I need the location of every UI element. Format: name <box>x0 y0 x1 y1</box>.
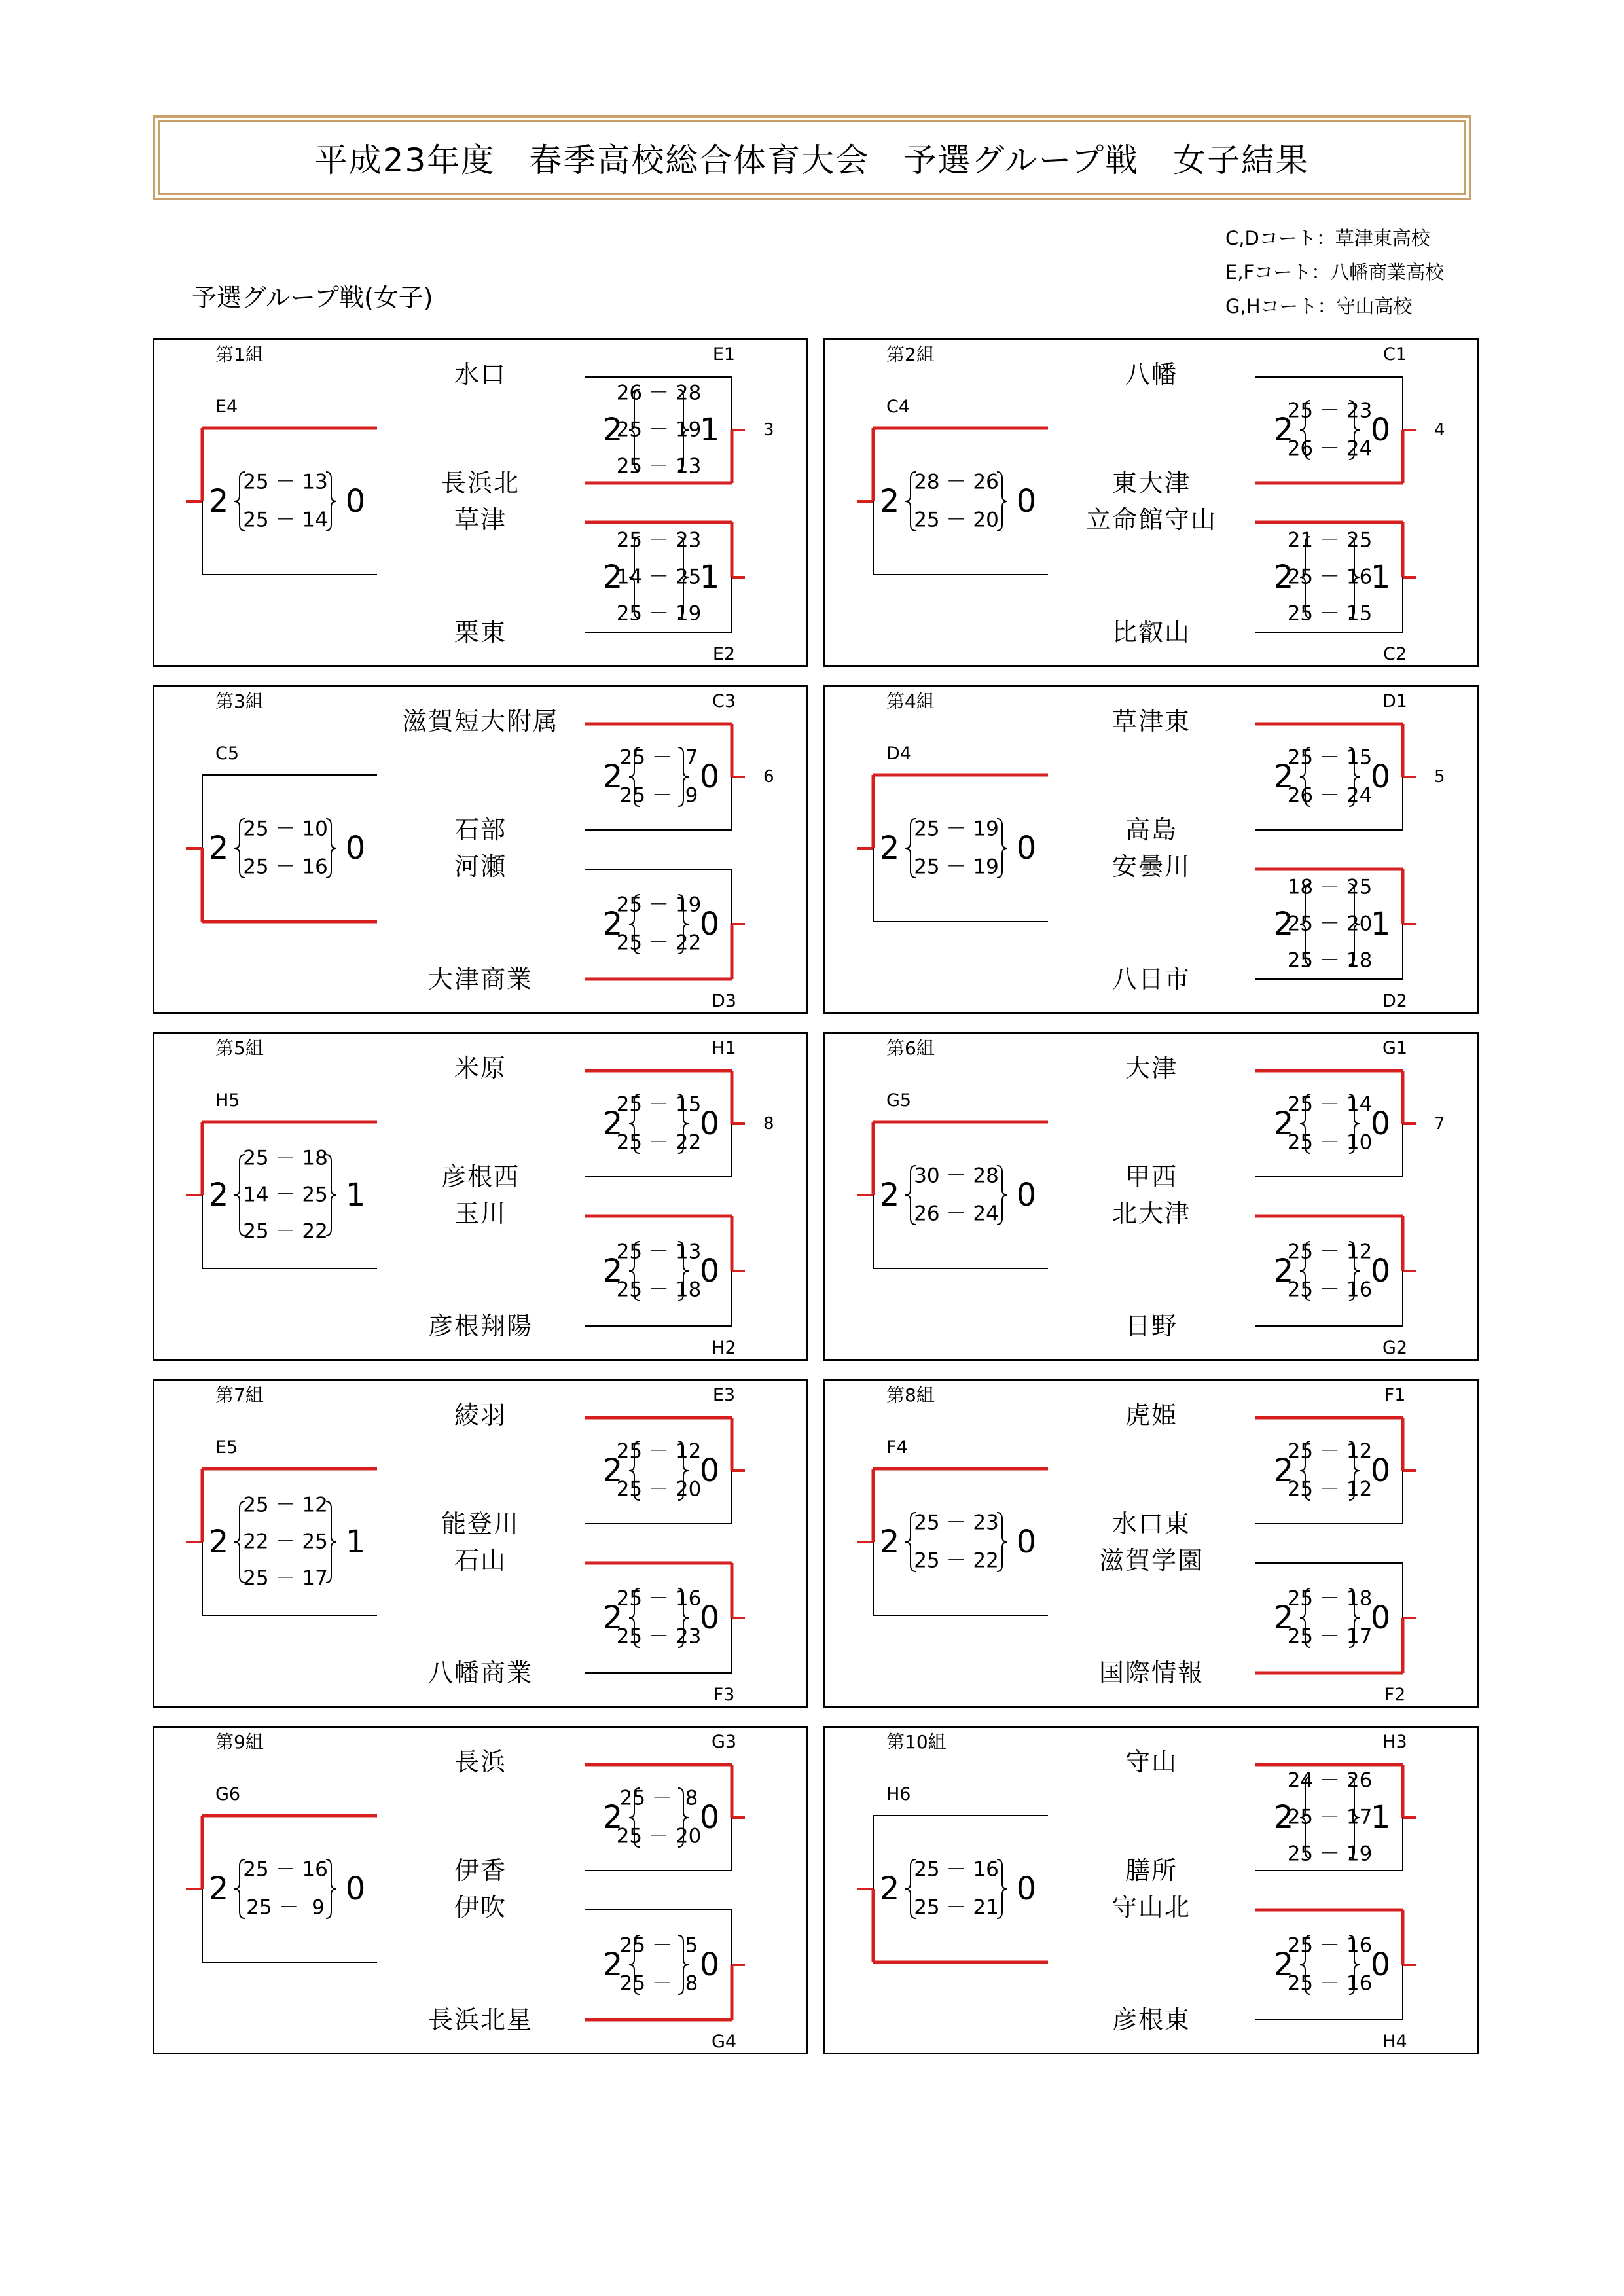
top_match-left-score: 2 <box>1273 412 1294 448</box>
group-name: 第5組 <box>215 1037 264 1059</box>
top_match-set-score: 24 － 26 <box>1287 1768 1373 1793</box>
bottom_match-set-score: 25 － 16 <box>1287 565 1373 589</box>
top_match-left-score: 2 <box>1273 759 1294 795</box>
left_match-right-score: 0 <box>1016 1177 1037 1213</box>
title-box <box>153 115 1471 200</box>
left_match-set-score: 28 － 26 <box>914 470 999 494</box>
team-name-top: 水口 <box>454 360 507 389</box>
top_match-right-score: 0 <box>699 1105 720 1142</box>
group-name: 第1組 <box>215 344 264 365</box>
bottom_match-set-score: 25 － 5 <box>619 1933 698 1958</box>
bottom_match-set-score: 25 － 18 <box>1287 1587 1373 1611</box>
bottom_match-right-score: 1 <box>1370 906 1391 942</box>
team-name-mid2: 安曇川 <box>1111 852 1191 881</box>
group-box <box>153 338 808 667</box>
top_match-set-score: 26 － 24 <box>1287 783 1373 808</box>
bottom_match-set-score: 18 － 25 <box>1287 875 1373 899</box>
bottom_match-right-score: 0 <box>1370 1946 1391 1983</box>
top_match-set-score: 25 － 12 <box>1287 1477 1373 1501</box>
top_match-set-score: 25 － 23 <box>1287 399 1373 423</box>
top_match-set-score: 25 － 19 <box>616 418 702 442</box>
page-title: 平成23年度 春季高校総合体育大会 予選グループ戦 女子結果 <box>314 141 1310 179</box>
left_match-right-score: 1 <box>345 1177 366 1213</box>
left_match-set-score: 25 － 9 <box>246 1895 325 1920</box>
bottom_match-set-score: 25 － 19 <box>616 893 702 917</box>
left_match-set-score: 30 － 28 <box>914 1164 999 1188</box>
group-rank: 5 <box>1434 767 1445 787</box>
left_match-set-score: 25 － 20 <box>914 508 999 532</box>
top_match-right-score: 0 <box>1370 412 1391 448</box>
position-label-bottom: D2 <box>1382 991 1407 1011</box>
team-name-bottom: 国際情報 <box>1098 1659 1204 1687</box>
team-name-mid1: 高島 <box>1125 816 1178 844</box>
top_match-left-score: 2 <box>602 412 623 448</box>
bottom_match-set-score: 25 － 16 <box>1287 1933 1373 1958</box>
top_match-right-score: 0 <box>1370 1452 1391 1489</box>
left_match-left-score: 2 <box>208 1177 229 1213</box>
left_match-set-score: 25 － 16 <box>914 1857 999 1882</box>
position-label-bottom: G2 <box>1382 1338 1408 1358</box>
left_match-set-score: 25 － 16 <box>243 1857 328 1882</box>
team-name-mid2: 玉川 <box>454 1199 507 1228</box>
team-name-top: 守山 <box>1125 1748 1178 1776</box>
team-name-top: 大津 <box>1125 1054 1178 1083</box>
position-label-left: E4 <box>215 397 238 417</box>
bottom_match-right-score: 0 <box>699 1946 720 1983</box>
left_match-right-score: 0 <box>345 1871 366 1907</box>
top_match-right-score: 1 <box>699 412 720 448</box>
top_match-right-score: 0 <box>1370 759 1391 795</box>
team-name-mid2: 滋賀学園 <box>1098 1546 1204 1575</box>
position-label-bottom: F2 <box>1384 1685 1406 1705</box>
team-name-mid1: 彦根西 <box>441 1162 520 1191</box>
team-name-mid1: 東大津 <box>1111 469 1191 497</box>
position-label-top: G1 <box>1382 1038 1408 1058</box>
left_match-left-score: 2 <box>879 1871 900 1907</box>
left_match-right-score: 1 <box>345 1524 366 1560</box>
team-name-bottom: 彦根東 <box>1111 2005 1191 2034</box>
position-label-bottom: E2 <box>712 644 736 664</box>
left_match-set-score: 25 － 19 <box>914 817 999 841</box>
bottom_match-right-score: 0 <box>699 1253 720 1289</box>
position-label-left: H6 <box>886 1784 911 1804</box>
bottom_match-left-score: 2 <box>1273 1946 1294 1983</box>
bottom_match-left-score: 2 <box>1273 559 1294 596</box>
left_match-set-score: 25 － 19 <box>914 855 999 879</box>
left_match-left-score: 2 <box>208 1871 229 1907</box>
group-name: 第4組 <box>886 691 935 712</box>
bottom_match-set-score: 25 － 20 <box>1287 912 1373 936</box>
position-label-top: H3 <box>1382 1732 1407 1752</box>
left_match-left-score: 2 <box>208 483 229 520</box>
team-name-mid2: 石山 <box>454 1546 507 1575</box>
team-name-top: 草津東 <box>1111 707 1191 736</box>
bottom_match-left-score: 2 <box>1273 1600 1294 1636</box>
bottom_match-set-score: 21 － 25 <box>1287 528 1373 552</box>
position-label-left: F4 <box>886 1437 908 1458</box>
team-name-mid2: 伊吹 <box>454 1893 507 1922</box>
left_match-left-score: 2 <box>879 830 900 867</box>
left_match-right-score: 0 <box>1016 830 1037 867</box>
top_match-set-score: 25 － 12 <box>1287 1439 1373 1463</box>
left_match-set-score: 14 － 25 <box>243 1183 328 1207</box>
group-rank: 6 <box>763 767 774 787</box>
position-label-top: E3 <box>712 1385 736 1405</box>
top_match-right-score: 1 <box>1370 1799 1391 1836</box>
left_match-set-score: 25 － 10 <box>243 817 328 841</box>
top_match-set-score: 25 － 15 <box>616 1092 702 1117</box>
top_match-set-score: 25 － 12 <box>616 1439 702 1463</box>
left_match-left-score: 2 <box>208 1524 229 1560</box>
left_match-set-score: 25 － 22 <box>243 1219 328 1244</box>
bottom_match-set-score: 25 － 23 <box>616 1624 702 1649</box>
bottom_match-left-score: 2 <box>1273 906 1294 942</box>
team-name-mid2: 北大津 <box>1111 1199 1191 1228</box>
group-box <box>823 338 1479 667</box>
top_match-left-score: 2 <box>1273 1799 1294 1836</box>
team-name-mid1: 水口東 <box>1111 1509 1191 1538</box>
top_match-set-score: 25 － 13 <box>616 454 702 478</box>
position-label-bottom: H2 <box>712 1338 736 1358</box>
position-label-bottom: D3 <box>712 991 736 1011</box>
bottom_match-right-score: 0 <box>1370 1600 1391 1636</box>
group-rank: 8 <box>763 1114 774 1134</box>
top_match-set-score: 25 － 8 <box>619 1786 698 1810</box>
court-line-cd: C,Dコート：草津東高校 <box>1225 227 1430 249</box>
top_match-left-score: 2 <box>1273 1452 1294 1489</box>
top_match-right-score: 0 <box>699 1452 720 1489</box>
team-name-bottom: 比叡山 <box>1111 618 1191 647</box>
bottom_match-set-score: 14 － 25 <box>616 565 702 589</box>
group-name: 第6組 <box>886 1037 935 1059</box>
team-name-mid2: 守山北 <box>1111 1893 1191 1922</box>
top_match-set-score: 25 － 17 <box>1287 1805 1373 1829</box>
bottom_match-right-score: 1 <box>699 559 720 596</box>
left_match-set-score: 25 － 12 <box>243 1493 328 1517</box>
team-name-mid1: 伊香 <box>454 1856 507 1885</box>
group-rank: 4 <box>1434 420 1445 440</box>
position-label-left: E5 <box>215 1437 238 1458</box>
position-label-left: G6 <box>215 1784 241 1804</box>
team-name-top: 米原 <box>454 1054 507 1083</box>
position-label-bottom: G4 <box>711 2032 737 2052</box>
group-name: 第3組 <box>215 691 264 712</box>
team-name-mid1: 石部 <box>454 816 507 844</box>
group-box <box>823 1379 1479 1708</box>
top_match-set-score: 25 － 7 <box>619 745 698 770</box>
team-name-mid2: 河瀬 <box>454 852 507 881</box>
bottom_match-set-score: 25 － 23 <box>616 528 702 552</box>
left_match-set-score: 22 － 25 <box>243 1530 328 1554</box>
position-label-top: E1 <box>712 344 736 365</box>
top_match-left-score: 2 <box>1273 1105 1294 1142</box>
group-box <box>153 1726 808 2054</box>
bottom_match-set-score: 25 － 8 <box>619 1971 698 1996</box>
bottom_match-set-score: 25 － 18 <box>616 1278 702 1302</box>
position-label-left: H5 <box>215 1090 240 1111</box>
bottom_match-left-score: 2 <box>602 1946 623 1983</box>
left_match-right-score: 0 <box>1016 1871 1037 1907</box>
top_match-set-score: 25 － 22 <box>616 1130 702 1155</box>
position-label-top: C1 <box>1382 344 1407 365</box>
bottom_match-left-score: 2 <box>602 1253 623 1289</box>
team-name-mid1: 長浜北 <box>441 469 520 497</box>
team-name-top: 八幡 <box>1125 360 1178 389</box>
team-name-bottom: 長浜北星 <box>427 2005 533 2034</box>
top_match-set-score: 25 － 14 <box>1287 1092 1373 1117</box>
bottom_match-left-score: 2 <box>602 906 623 942</box>
group-box <box>153 1032 808 1361</box>
left_match-set-score: 25 － 22 <box>914 1549 999 1573</box>
position-label-left: C5 <box>215 744 240 764</box>
left_match-left-score: 2 <box>208 830 229 867</box>
team-name-mid1: 甲西 <box>1125 1162 1178 1191</box>
left_match-set-score: 25 － 17 <box>243 1566 328 1590</box>
position-label-left: D4 <box>886 744 911 764</box>
group-rank: 3 <box>763 420 774 440</box>
bottom_match-set-score: 25 － 19 <box>616 601 702 626</box>
bottom_match-right-score: 1 <box>1370 559 1391 596</box>
group-name: 第10組 <box>886 1731 947 1753</box>
top_match-set-score: 26 － 28 <box>616 381 702 405</box>
bottom_match-set-score: 25 － 12 <box>1287 1240 1373 1264</box>
top_match-set-score: 25 － 10 <box>1287 1130 1373 1155</box>
bottom_match-set-score: 25 － 16 <box>616 1587 702 1611</box>
team-name-mid1: 能登川 <box>441 1509 520 1538</box>
team-name-bottom: 栗東 <box>454 618 507 647</box>
left_match-set-score: 26 － 24 <box>914 1202 999 1226</box>
left_match-right-score: 0 <box>345 830 366 867</box>
top_match-left-score: 2 <box>602 1105 623 1142</box>
top_match-set-score: 25 － 20 <box>616 1824 702 1848</box>
top_match-set-score: 26 － 24 <box>1287 437 1373 461</box>
bottom_match-set-score: 25 － 22 <box>616 931 702 955</box>
bottom_match-left-score: 2 <box>602 1600 623 1636</box>
bottom_match-left-score: 2 <box>1273 1253 1294 1289</box>
team-name-mid1: 膳所 <box>1125 1856 1178 1885</box>
top_match-right-score: 0 <box>1370 1105 1391 1142</box>
court-line-ef: E,Fコート：八幡商業高校 <box>1225 261 1445 283</box>
left_match-set-score: 25 － 13 <box>243 470 328 494</box>
left_match-right-score: 0 <box>345 483 366 520</box>
top_match-set-score: 25 － 9 <box>619 783 698 808</box>
position-label-bottom: F3 <box>713 1685 735 1705</box>
team-name-bottom: 大津商業 <box>427 965 533 994</box>
position-label-top: F1 <box>1384 1385 1406 1405</box>
team-name-top: 綾羽 <box>454 1401 507 1429</box>
top_match-left-score: 2 <box>602 1799 623 1836</box>
bottom_match-left-score: 2 <box>602 559 623 596</box>
top_match-left-score: 2 <box>602 759 623 795</box>
bottom_match-right-score: 0 <box>699 906 720 942</box>
left_match-left-score: 2 <box>879 1177 900 1213</box>
left_match-set-score: 25 － 23 <box>914 1511 999 1535</box>
group-rank: 7 <box>1434 1114 1445 1134</box>
left_match-set-score: 25 － 21 <box>914 1895 999 1920</box>
bottom_match-right-score: 0 <box>699 1600 720 1636</box>
court-info <box>1225 221 1500 323</box>
team-name-mid2: 草津 <box>454 505 507 534</box>
section-label: 予選グループ戦(女子) <box>192 283 433 312</box>
group-name: 第8組 <box>886 1384 935 1406</box>
team-name-bottom: 彦根翔陽 <box>427 1312 533 1340</box>
team-name-bottom: 八日市 <box>1111 965 1191 994</box>
group-box <box>153 1379 808 1708</box>
top_match-right-score: 0 <box>699 1799 720 1836</box>
top_match-set-score: 25 － 15 <box>1287 745 1373 770</box>
top_match-right-score: 0 <box>699 759 720 795</box>
left_match-set-score: 25 － 14 <box>243 508 328 532</box>
bottom_match-set-score: 25 － 17 <box>1287 1624 1373 1649</box>
position-label-left: C4 <box>886 397 911 417</box>
team-name-bottom: 八幡商業 <box>427 1659 533 1687</box>
group-box <box>823 1032 1479 1361</box>
group-name: 第7組 <box>215 1384 264 1406</box>
position-label-top: C3 <box>712 691 736 711</box>
left_match-left-score: 2 <box>879 483 900 520</box>
bottom_match-right-score: 0 <box>1370 1253 1391 1289</box>
position-label-top: H1 <box>712 1038 736 1058</box>
top_match-set-score: 25 － 19 <box>1287 1842 1373 1866</box>
court-line-gh: G,Hコート：守山高校 <box>1225 295 1413 317</box>
top_match-set-score: 25 － 20 <box>616 1477 702 1501</box>
left_match-left-score: 2 <box>879 1524 900 1560</box>
team-name-mid2: 立命館守山 <box>1085 505 1217 534</box>
bottom_match-set-score: 25 － 16 <box>1287 1278 1373 1302</box>
position-label-bottom: C2 <box>1382 644 1407 664</box>
group-name: 第2組 <box>886 344 935 365</box>
group-box <box>823 1726 1479 2054</box>
position-label-top: D1 <box>1382 691 1407 711</box>
bottom_match-set-score: 25 － 18 <box>1287 948 1373 973</box>
team-name-top: 虎姫 <box>1125 1401 1178 1429</box>
top_match-left-score: 2 <box>602 1452 623 1489</box>
group-name: 第9組 <box>215 1731 264 1753</box>
group-box <box>823 685 1479 1014</box>
bottom_match-set-score: 25 － 13 <box>616 1240 702 1264</box>
position-label-top: G3 <box>711 1732 737 1752</box>
group-box <box>153 685 808 1014</box>
left_match-set-score: 25 － 16 <box>243 855 328 879</box>
left_match-set-score: 25 － 18 <box>243 1146 328 1170</box>
team-name-top: 滋賀短大附属 <box>401 707 559 736</box>
team-name-top: 長浜 <box>454 1748 507 1776</box>
left_match-right-score: 0 <box>1016 1524 1037 1560</box>
position-label-left: G5 <box>886 1090 912 1111</box>
bottom_match-set-score: 25 － 16 <box>1287 1971 1373 1996</box>
team-name-bottom: 日野 <box>1125 1312 1178 1340</box>
position-label-bottom: H4 <box>1382 2032 1407 2052</box>
bottom_match-set-score: 25 － 15 <box>1287 601 1373 626</box>
left_match-right-score: 0 <box>1016 483 1037 520</box>
